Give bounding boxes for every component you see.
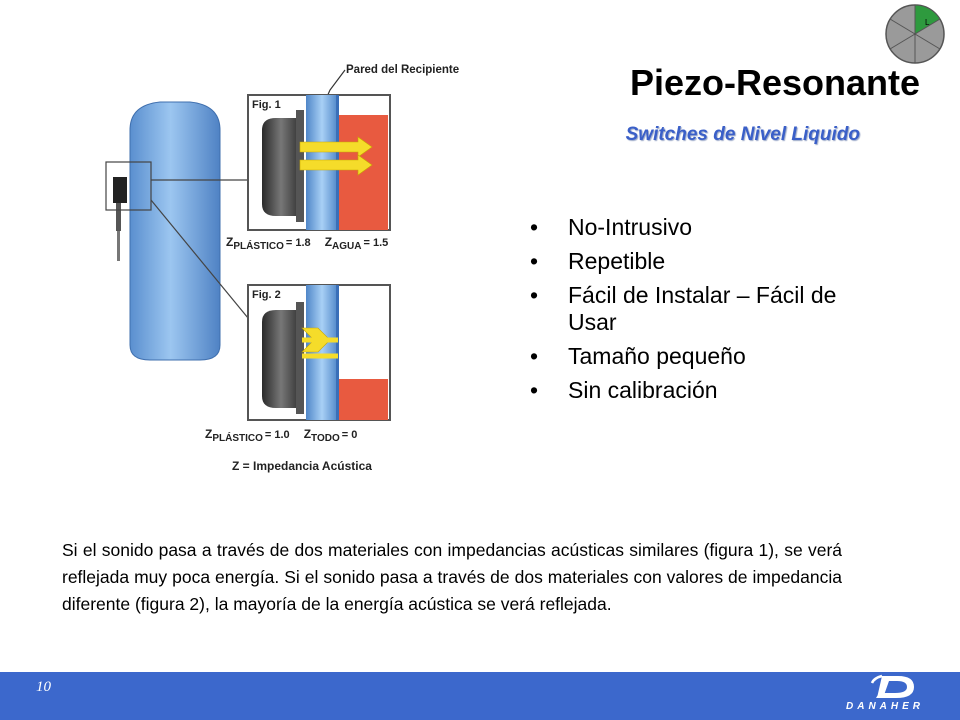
corner-icon-label: L <box>925 18 930 27</box>
figure-2 <box>248 285 390 420</box>
figure-1 <box>248 95 390 230</box>
explanation-paragraph: Si el sonido pasa a través de dos materiales con impedancias acústicas similares (figura 1), se verá reflejada muy poca energía. Si el sonido pasa a través de dos materiales con valores de impedancia diferente (figura 2), la mayoría de la energía acústica se verá reflejada. <box>62 540 842 614</box>
feature-text: Repetible <box>568 248 666 274</box>
slide-subtitle: Switches de Nivel Liquido <box>625 124 860 145</box>
feature-item <box>530 248 890 275</box>
feature-text: No-Intrusivo <box>568 214 692 240</box>
feature-item <box>530 377 890 404</box>
fig1-liquid <box>338 115 388 230</box>
bullet-icon: • <box>530 214 539 240</box>
bullet-icon: • <box>530 377 539 403</box>
impedance-legend: Z = Impedancia Acústica <box>232 459 372 473</box>
tank <box>130 102 220 360</box>
fig1-impedance-label: $Z_{PLÁSTICO} = 1.8$ $Z_{AGUA} = 1.5$ <box>226 235 389 252</box>
feature-item <box>530 282 890 336</box>
feature-text: Tamaño pequeño <box>568 343 746 369</box>
fig2-label: Fig. 2 <box>252 289 281 301</box>
fig1-label: Fig. 1 <box>252 99 281 111</box>
bullet-icon: • <box>530 248 539 274</box>
feature-list <box>530 214 890 411</box>
fig2-liquid <box>338 379 388 420</box>
feature-text: Fácil de Instalar – Fácil de Usar <box>568 282 837 335</box>
tank-sensor <box>113 177 127 261</box>
bullet-icon: • <box>530 343 539 369</box>
danaher-logo-icon <box>868 674 918 700</box>
wall-label-text: Pared del Recipiente <box>346 64 460 76</box>
feature-text: Sin calibración <box>568 377 718 403</box>
fig2-impedance-label: $Z_{PLÁSTICO} = 1.0$ $Z_{TODO} = 0$ <box>205 427 358 444</box>
slide-title: Piezo-Resonante <box>629 62 920 103</box>
footer-bar <box>0 672 960 720</box>
feature-item <box>530 343 890 370</box>
bullet-icon: • <box>530 282 539 308</box>
logo-wordmark: DANAHER <box>846 701 924 712</box>
feature-item <box>530 214 890 241</box>
level-switch-diagram <box>95 55 460 480</box>
page-number: 10 <box>36 679 51 695</box>
wall-label <box>346 64 459 76</box>
corner-circle-icon <box>884 3 946 65</box>
